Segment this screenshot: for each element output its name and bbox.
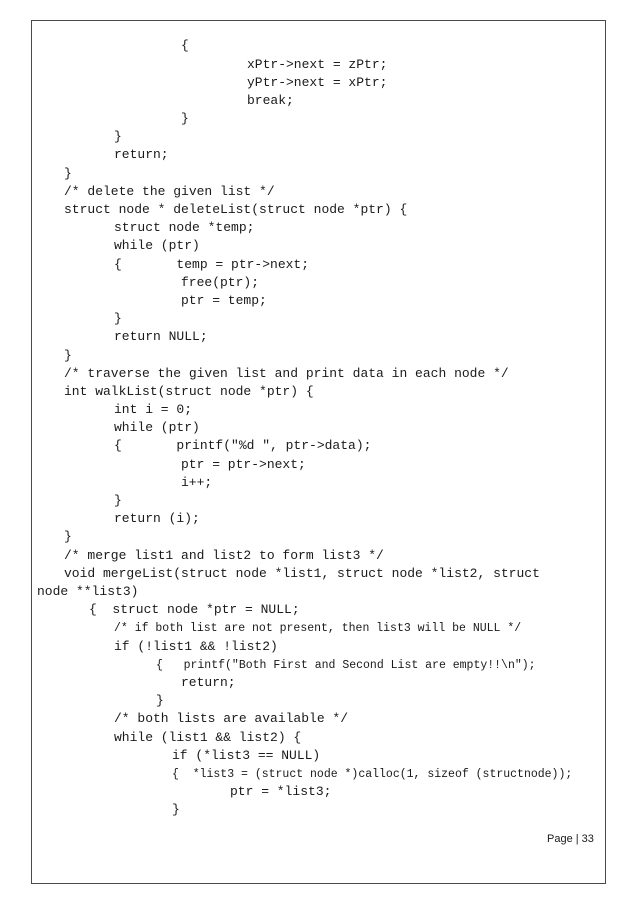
- code-line: i++;: [181, 475, 213, 490]
- code-line: struct node * deleteList(struct node *ptr) {: [64, 202, 408, 217]
- code-line: ptr = temp;: [181, 293, 267, 308]
- code-line: return;: [114, 147, 169, 162]
- page-number: Page | 33: [547, 833, 594, 845]
- code-line: node **list3): [37, 584, 139, 599]
- code-comment: /* delete the given list */: [64, 184, 275, 199]
- code-line: }: [181, 111, 189, 126]
- code-line: }: [64, 348, 72, 363]
- code-line: }: [114, 129, 122, 144]
- code-line: free(ptr);: [181, 275, 260, 290]
- code-comment: /* merge list1 and list2 to form list3 */: [64, 548, 384, 563]
- code-line: if (!list1 && !list2): [114, 639, 278, 654]
- code-line: yPtr->next = xPtr;: [247, 75, 388, 90]
- code-line: { *list3 = (struct node *)calloc(1, sizeof (structnode));: [172, 768, 573, 781]
- code-line: return NULL;: [114, 329, 208, 344]
- code-comment: /* traverse the given list and print data in each node */: [64, 366, 509, 381]
- code-comment: /* both lists are available */: [114, 711, 349, 726]
- code-line: int walkList(struct node *ptr) {: [64, 384, 314, 399]
- code-line: { printf("%d ", ptr->data);: [114, 438, 372, 453]
- code-line: if (*list3 == NULL): [172, 748, 321, 763]
- code-line: xPtr->next = zPtr;: [247, 57, 388, 72]
- code-line: ptr = ptr->next;: [181, 457, 306, 472]
- code-line: return;: [181, 675, 236, 690]
- code-line: while (list1 && list2) {: [114, 730, 302, 745]
- code-line: return (i);: [114, 511, 200, 526]
- code-line: {: [181, 38, 189, 53]
- code-line: }: [114, 493, 122, 508]
- code-line: }: [64, 529, 72, 544]
- code-line: }: [172, 802, 180, 817]
- code-line: ptr = *list3;: [230, 784, 332, 799]
- code-line: while (ptr): [114, 420, 200, 435]
- code-line: { printf("Both First and Second List are empty!!\n");: [156, 659, 536, 672]
- code-line: { temp = ptr->next;: [114, 257, 310, 272]
- code-line: void mergeList(struct node *list1, struct node *list2, struct: [64, 566, 540, 581]
- code-line: }: [114, 311, 122, 326]
- code-line: break;: [247, 93, 294, 108]
- code-line: }: [64, 166, 72, 181]
- code-line: struct node *temp;: [114, 220, 255, 235]
- code-line: int i = 0;: [114, 402, 193, 417]
- code-line: { struct node *ptr = NULL;: [89, 602, 300, 617]
- code-line: }: [156, 693, 164, 708]
- code-line: while (ptr): [114, 238, 200, 253]
- code-comment: /* if both list are not present, then list3 will be NULL */: [114, 622, 522, 635]
